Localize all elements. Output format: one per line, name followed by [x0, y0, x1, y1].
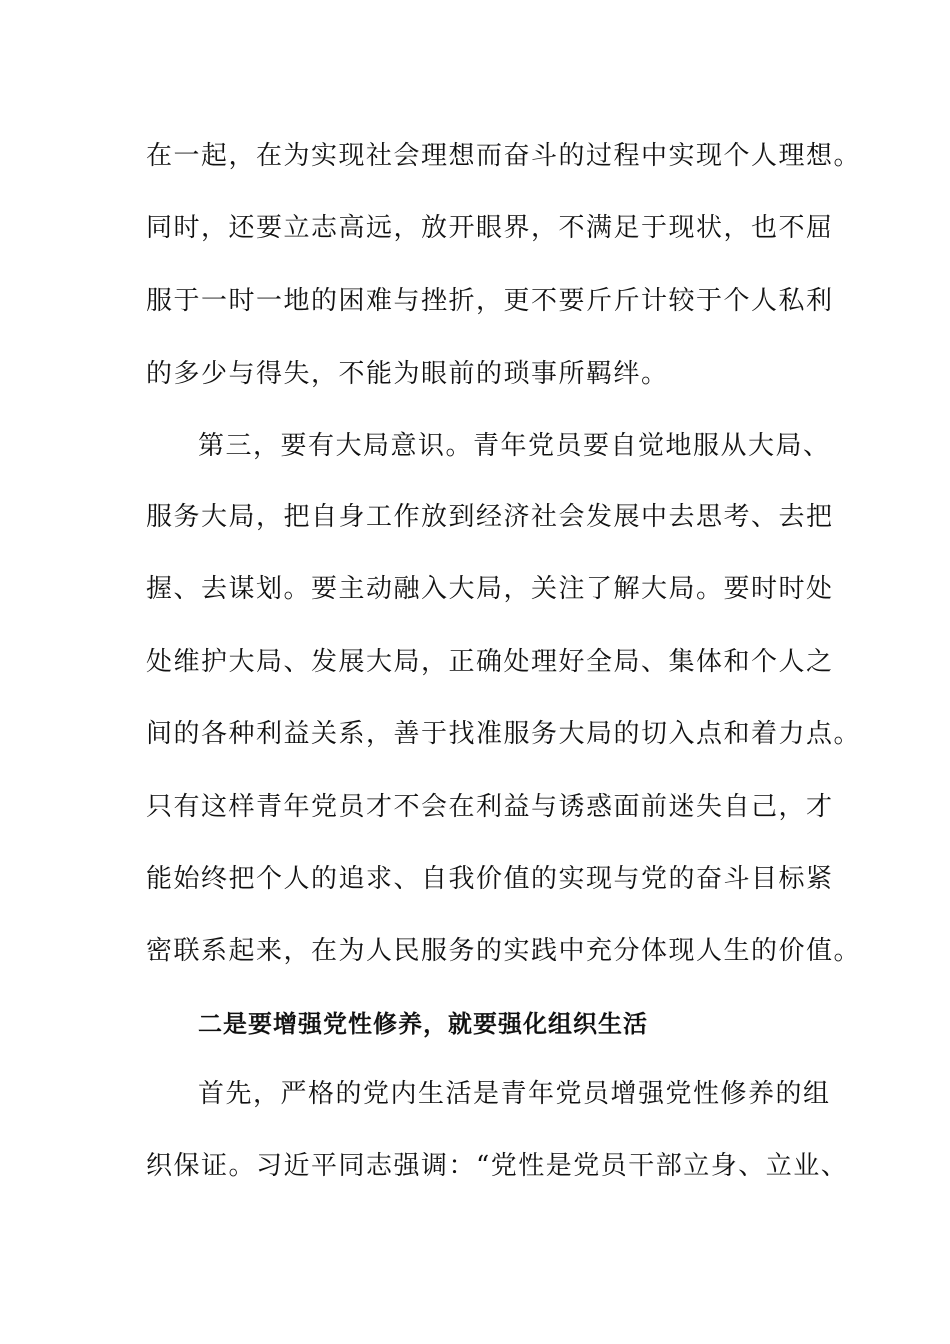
text-line-8: 处维护大局、发展大局，正确处理好全局、集体和个人之 — [146, 647, 834, 677]
text-line-10: 只有这样青年党员才不会在利益与诱惑面前迷失自己，才 — [146, 792, 834, 822]
section-heading: 二是要增强党性修养，就要强化组织生活 — [198, 1010, 648, 1038]
text-line-2: 同时，还要立志高远，放开眼界，不满足于现状，也不屈 — [146, 213, 834, 243]
paragraph-start-line: 第三，要有大局意识。青年党员要自觉地服从大局、 — [198, 431, 831, 461]
text-line-4: 的多少与得失，不能为眼前的琐事所羁绊。 — [146, 359, 669, 389]
text-line-9: 间的各种利益关系，善于找准服务大局的切入点和着力点。 — [146, 719, 862, 749]
text-line-3: 服于一时一地的困难与挫折，更不要斤斤计较于个人私利 — [146, 286, 834, 316]
text-line-11: 能始终把个人的追求、自我价值的实现与党的奋斗目标紧 — [146, 864, 834, 894]
text-line-6: 服务大局，把自身工作放到经济社会发展中去思考、去把 — [146, 502, 834, 532]
text-line-12: 密联系起来，在为人民服务的实践中充分体现人生的价值。 — [146, 936, 862, 966]
paragraph-start-line: 首先，严格的党内生活是青年党员增强党性修养的组 — [198, 1079, 831, 1109]
text-line-15: 织保证。习近平同志强调：“党性是党员干部立身、立业、 — [146, 1151, 849, 1181]
text-line-1: 在一起，在为实现社会理想而奋斗的过程中实现个人理想。 — [146, 141, 862, 171]
text-line-7: 握、去谋划。要主动融入大局，关注了解大局。要时时处 — [146, 574, 834, 604]
